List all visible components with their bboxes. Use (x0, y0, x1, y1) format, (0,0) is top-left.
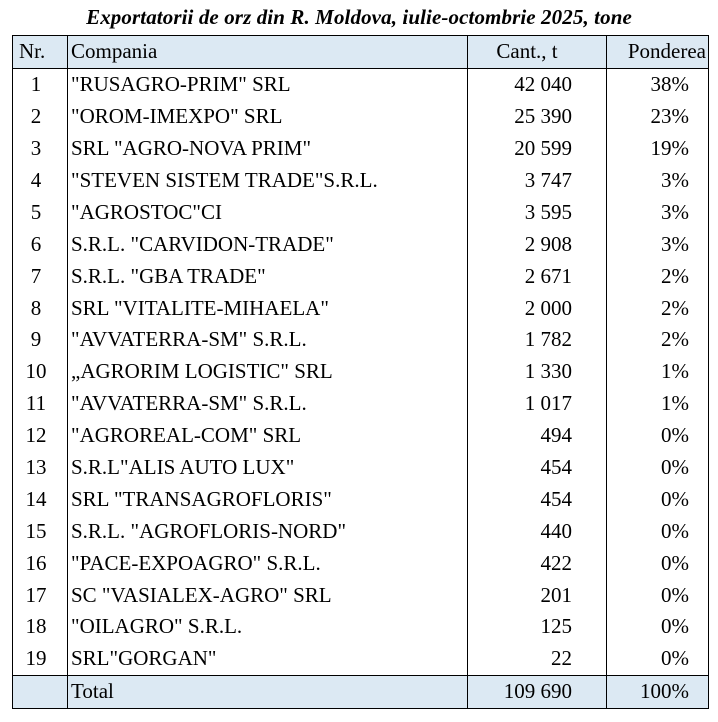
row-share-cell: 0% (607, 515, 709, 547)
header-nr: Nr. (13, 36, 68, 69)
row-quantity-cell: 2 000 (468, 292, 607, 324)
row-nr-cell: 7 (30, 263, 42, 288)
row-share-cell: 38% (607, 68, 709, 100)
row-quantity-cell: 454 (468, 483, 607, 515)
row-company-cell: SRL "VITALITE-MIHAELA" (68, 292, 468, 324)
total-label: Total (68, 675, 468, 708)
row-company-cell: "RUSAGRO-PRIM" SRL (68, 68, 468, 100)
row-company-cell: SRL "TRANSAGROFLORIS" (68, 483, 468, 515)
row-quantity-cell: 3 747 (468, 165, 607, 197)
row-company-cell: SC "VASIALEX-AGRO" SRL (68, 579, 468, 611)
row-company-cell: "AVVATERRA-SM" S.R.L. (68, 388, 468, 420)
table-row (13, 547, 709, 579)
row-nr-cell: 14 (25, 486, 47, 511)
row-nr-cell: 5 (30, 199, 42, 224)
table-row (13, 611, 709, 643)
row-quantity-cell: 2 671 (468, 260, 607, 292)
row-company-cell: "STEVEN SISTEM TRADE"S.R.L. (68, 165, 468, 197)
row-share-cell: 2% (607, 260, 709, 292)
table-row (13, 388, 709, 420)
row-quantity-cell: 454 (468, 452, 607, 484)
row-company-cell: "PACE-EXPOAGRO" S.R.L. (68, 547, 468, 579)
row-nr-cell: 8 (30, 295, 42, 320)
row-share-cell: 0% (607, 420, 709, 452)
row-nr-cell: 9 (30, 327, 42, 352)
table-row (13, 324, 709, 356)
row-share-cell: 3% (607, 228, 709, 260)
total-quantity: 109 690 (468, 675, 607, 708)
table-row (13, 452, 709, 484)
row-company-cell: S.R.L. "CARVIDON-TRADE" (68, 228, 468, 260)
table-body (13, 68, 709, 675)
table-title: Exportatorii de orz din R. Moldova, iulie-octombrie 2025, tone (86, 5, 632, 29)
row-share-cell: 2% (607, 324, 709, 356)
row-share-cell: 23% (607, 101, 709, 133)
row-quantity-cell: 2 908 (468, 228, 607, 260)
header-share: Ponderea (607, 36, 709, 69)
row-quantity-cell: 3 595 (468, 196, 607, 228)
table-row (13, 579, 709, 611)
row-quantity-cell: 201 (468, 579, 607, 611)
row-company-cell: „AGRORIM LOGISTIC" SRL (68, 356, 468, 388)
row-nr-cell: 10 (25, 359, 47, 384)
row-share-cell: 1% (607, 356, 709, 388)
header-row (13, 36, 709, 69)
row-nr-cell: 11 (25, 391, 47, 416)
row-company-cell: SRL "AGRO-NOVA PRIM" (68, 133, 468, 165)
table-row (13, 260, 709, 292)
row-company-cell: "AGROREAL-COM" SRL (68, 420, 468, 452)
row-company-cell: "OROM-IMEXPO" SRL (68, 101, 468, 133)
row-nr-cell: 18 (25, 614, 47, 639)
row-quantity-cell: 42 040 (468, 68, 607, 100)
row-share-cell: 0% (607, 579, 709, 611)
total-nr-cell (13, 675, 68, 708)
row-quantity-cell: 440 (468, 515, 607, 547)
table-row (13, 356, 709, 388)
row-company-cell: "AVVATERRA-SM" S.R.L. (68, 324, 468, 356)
total-share: 100% (607, 675, 709, 708)
table-row (13, 228, 709, 260)
row-company-cell: S.R.L"ALIS AUTO LUX" (68, 452, 468, 484)
row-company-cell: SRL"GORGAN" (68, 643, 468, 675)
row-quantity-cell: 1 330 (468, 356, 607, 388)
table-row (13, 68, 709, 100)
row-share-cell: 0% (607, 483, 709, 515)
row-nr-cell: 17 (25, 582, 47, 607)
row-company-cell: "OILAGRO" S.R.L. (68, 611, 468, 643)
row-quantity-cell: 20 599 (468, 133, 607, 165)
exporters-table (12, 35, 709, 709)
row-share-cell: 2% (607, 292, 709, 324)
row-share-cell: 0% (607, 643, 709, 675)
row-nr-cell: 4 (30, 168, 42, 192)
table-row (13, 292, 709, 324)
row-share-cell: 3% (607, 196, 709, 228)
row-company-cell: S.R.L. "AGROFLORIS-NORD" (68, 515, 468, 547)
row-quantity-cell: 125 (468, 611, 607, 643)
table-row (13, 101, 709, 133)
row-nr-cell: 6 (30, 231, 42, 256)
table-row (13, 420, 709, 452)
row-quantity-cell: 22 (468, 643, 607, 675)
row-share-cell: 19% (607, 133, 709, 165)
row-nr-cell: 13 (25, 455, 47, 480)
row-share-cell: 0% (607, 547, 709, 579)
row-nr-cell: 12 (25, 423, 47, 448)
row-quantity-cell: 1 782 (468, 324, 607, 356)
header-quantity: Cant., t (468, 36, 607, 69)
row-quantity-cell: 422 (468, 547, 607, 579)
row-quantity-cell: 1 017 (468, 388, 607, 420)
table-row (13, 133, 709, 165)
row-quantity-cell: 25 390 (468, 101, 607, 133)
row-nr-cell: 16 (25, 550, 47, 575)
table-row (13, 483, 709, 515)
row-company-cell: "AGROSTOC"CI (68, 196, 468, 228)
row-nr-cell: 3 (30, 136, 42, 161)
row-share-cell: 0% (607, 452, 709, 484)
table-row (13, 643, 709, 675)
row-nr-cell: 15 (25, 518, 47, 543)
table-row (13, 165, 709, 197)
row-nr-cell: 1 (30, 72, 42, 97)
row-share-cell: 3% (607, 165, 709, 197)
header-company: Compania (68, 36, 468, 69)
table-row (13, 515, 709, 547)
total-row (13, 675, 709, 708)
row-share-cell: 1% (607, 388, 709, 420)
row-quantity-cell: 494 (468, 420, 607, 452)
row-nr-cell: 2 (30, 104, 42, 129)
row-nr-cell: 19 (25, 646, 47, 671)
row-share-cell: 0% (607, 611, 709, 643)
table-row (13, 196, 709, 228)
row-company-cell: S.R.L. "GBA TRADE" (68, 260, 468, 292)
